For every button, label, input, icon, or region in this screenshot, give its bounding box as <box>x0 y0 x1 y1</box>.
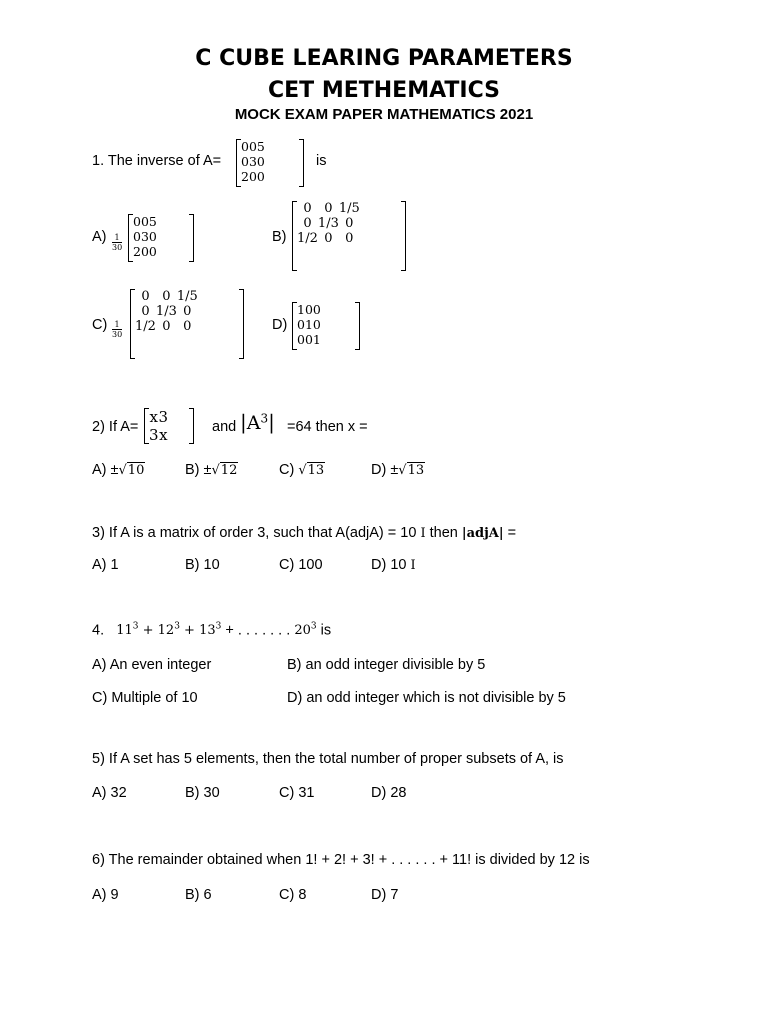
q1-option-a-label: A) <box>92 229 107 245</box>
q4-option-c: C) Multiple of 10 <box>92 690 198 706</box>
q1-matrix <box>236 139 304 187</box>
q3-option-b: B) 10 <box>185 557 220 573</box>
matrix-cell: 3 <box>140 229 149 244</box>
paper-subtitle: MOCK EXAM PAPER MATHEMATICS 2021 <box>234 106 534 123</box>
q4-option-d: D) an odd integer which is not divisible by 5 <box>287 690 566 706</box>
matrix-cell: 0 <box>324 201 333 216</box>
matrix-cell: 0 <box>312 317 321 332</box>
q4-text: 4. $11^3 + 12^3 + 13^3$ + . . . . . . . $20^3$ is <box>92 622 332 639</box>
q1-option-a-coefficient: 1 30 <box>112 233 123 252</box>
matrix-cell: 1/3 <box>317 216 339 231</box>
q2-option-d: D) ±√13 <box>371 462 425 478</box>
q1-option-b-matrix <box>292 201 406 271</box>
matrix-cell: 0 <box>304 332 313 347</box>
matrix-cell: 0 <box>324 231 333 246</box>
matrix-cell: 0 <box>148 229 157 244</box>
matrix-cell: x <box>159 426 168 444</box>
matrix-cell: 5 <box>148 214 157 229</box>
q4-option-b: B) an odd integer divisible by 5 <box>287 657 486 673</box>
q2-suffix: =64 then x = <box>287 419 368 435</box>
matrix-cell: 1 <box>312 332 321 347</box>
q1-prefix: 1. The inverse of A= <box>92 153 222 169</box>
matrix-cell: 0 <box>345 231 354 246</box>
matrix-cell: 0 <box>312 302 321 317</box>
q3-option-d: D) 10 I <box>371 557 416 573</box>
matrix-cell: 1 <box>304 317 313 332</box>
matrix-cell: 0 <box>297 317 305 332</box>
matrix-cell: 0 <box>241 154 249 169</box>
matrix-cell: 1/5 <box>338 201 360 216</box>
q6-option-a: A) 9 <box>92 887 119 903</box>
q6-option-c: C) 8 <box>279 887 307 903</box>
q1-option-d-matrix <box>292 302 360 350</box>
matrix-cell: 0 <box>297 332 305 347</box>
matrix-cell: 1 <box>297 302 305 317</box>
matrix-cell: 1/5 <box>176 289 198 304</box>
q4-option-a: A) An even integer <box>92 657 212 673</box>
matrix-cell: 0 <box>140 244 149 259</box>
matrix-cell: 2 <box>133 244 141 259</box>
matrix-cell: 2 <box>241 169 249 184</box>
matrix-cell: 1/2 <box>297 231 318 246</box>
q2-prefix: 2) If A= <box>92 419 139 435</box>
matrix-cell: 0 <box>248 169 257 184</box>
matrix-cell: 0 <box>303 201 312 216</box>
matrix-cell: 0 <box>183 304 192 319</box>
q5-option-c: C) 31 <box>279 785 315 801</box>
matrix-cell: 0 <box>304 302 313 317</box>
matrix-cell: 0 <box>256 169 265 184</box>
q5-option-d: D) 28 <box>371 785 407 801</box>
q1-option-a-matrix <box>128 214 194 262</box>
matrix-cell: 0 <box>141 289 150 304</box>
matrix-cell: 0 <box>133 214 141 229</box>
q6-text: 6) The remainder obtained when 1! + 2! + 3! + . . . . . . + 11! is divided by 12 is <box>92 852 590 868</box>
matrix-cell: 1/3 <box>155 304 177 319</box>
paper-title: C CUBE LEARING PARAMETERS <box>195 46 573 71</box>
matrix-cell: 3 <box>248 154 257 169</box>
q1-suffix: is <box>316 153 327 169</box>
matrix-cell: 0 <box>162 319 171 334</box>
q2-matrix <box>144 408 194 444</box>
matrix-cell: x <box>149 408 158 426</box>
q1-option-c-coefficient: 1 30 <box>112 320 123 339</box>
q1-option-c-label: C) <box>92 317 108 333</box>
matrix-cell: 3 <box>158 408 169 426</box>
q1-option-b-label: B) <box>272 229 287 245</box>
q6-option-b: B) 6 <box>185 887 212 903</box>
matrix-cell: 0 <box>241 139 249 154</box>
matrix-cell: 0 <box>345 216 354 231</box>
q1-option-d-label: D) <box>272 317 288 333</box>
matrix-cell: 3 <box>149 426 159 444</box>
matrix-cell: 0 <box>140 214 149 229</box>
q5-text: 5) If A set has 5 elements, then the total number of proper subsets of A, is <box>92 751 564 767</box>
matrix-cell: 0 <box>248 139 257 154</box>
matrix-cell: 5 <box>256 139 265 154</box>
q3-option-c: C) 100 <box>279 557 323 573</box>
q3-text: 3) If A is a matrix of order 3, such that A(adjA) = 10 I then |adjA| = <box>92 525 517 541</box>
q2-option-b: B) ±√12 <box>185 462 238 478</box>
q5-option-b: B) 30 <box>185 785 220 801</box>
matrix-cell: 0 <box>256 154 265 169</box>
q2-determinant: $|A^3|$ <box>240 410 275 434</box>
q1-option-c-matrix <box>130 289 244 359</box>
matrix-cell: 0 <box>148 244 157 259</box>
q3-option-a: A) 1 <box>92 557 119 573</box>
q5-option-a: A) 32 <box>92 785 127 801</box>
matrix-cell: 0 <box>303 216 312 231</box>
matrix-cell: 0 <box>141 304 150 319</box>
q2-and: and <box>212 419 237 435</box>
matrix-cell: 0 <box>183 319 192 334</box>
q2-option-c: C) √13 <box>279 462 325 478</box>
matrix-cell: 0 <box>162 289 171 304</box>
matrix-cell: 0 <box>133 229 141 244</box>
q6-option-d: D) 7 <box>371 887 399 903</box>
matrix-cell: 1/2 <box>135 319 156 334</box>
q2-option-a: A) ±√10 <box>92 462 145 478</box>
paper-subject: CET METHEMATICS <box>267 78 500 103</box>
